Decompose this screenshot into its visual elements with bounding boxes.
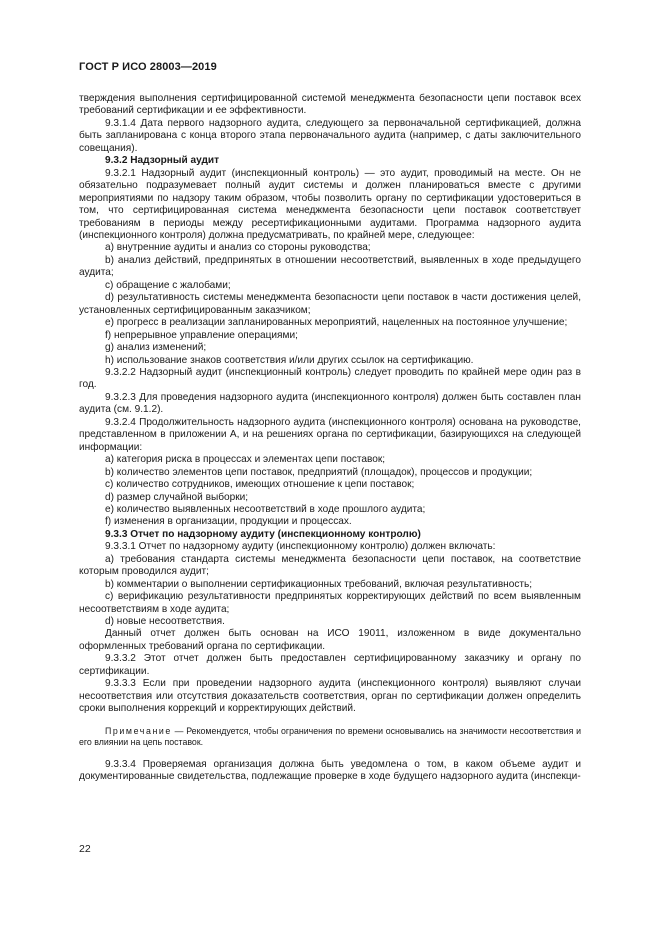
list-item: a) требования стандарта системы менеджмента безопасности цепи поставок, на соответствие которым проводился аудит; [79, 553, 581, 578]
list-item: b) количество элементов цепи поставок, предприятий (площадок), процессов и продукции; [105, 466, 533, 478]
list-item: d) результативность системы менеджмента безопасности цепи поставок в части достижения целей, установленных сертифицированным заказчиком; [79, 292, 581, 316]
document-header: ГОСТ Р ИСО 28003—2019 [79, 61, 217, 73]
section-heading-9-3-3: 9.3.3 Отчет по надзорному аудиту (инспекционному контролю) [105, 528, 421, 540]
paragraph-9-3-2-1: 9.3.2.1 Надзорный аудит (инспекционный контроль) — это аудит, проводимый на месте. Он не обязательно подразумевает полный аудит системы и должен планироваться вместе с другими мероприятиями по надзору таким образом, чтобы позволить органу по сертификации удостовериться в том, что сертифицированная система менеджмента безопасности цепи поставок соответствует требованиям в периоды между ресертификационными аудитами. Программа надзорного аудита (инспекционного контроля) должна предусматривать, по крайней мере, следующее: [79, 167, 581, 241]
list-item: c) обращение с жалобами; [105, 279, 231, 291]
paragraph-9-3-3-1: 9.3.3.1 Отчет по надзорному аудиту (инспекционному контролю) должен включать: [105, 541, 496, 553]
paragraph-9-3-3-2: 9.3.3.2 Этот отчет должен быть предоставлен сертифицированному заказчику и органу по сертификации. [79, 653, 581, 677]
list-item: g) анализ изменений; [105, 342, 207, 354]
list-item: b) комментарии о выполнении сертификационных требований, включая результативность; [105, 578, 533, 590]
paragraph-9-3-3-3: 9.3.3.3 Если при проведении надзорного аудита (инспекционного контроля) выявляют случаи несоответствия или отсутствия доказательств соответствия, орган по сертификации должен определить сроки выполнения коррекций и корректирующих действий. [79, 678, 581, 715]
list-item: e) количество выявленных несоответствий в ходе прошлого аудита; [105, 503, 426, 515]
list-item: d) новые несоответствия. [105, 616, 225, 628]
section-heading-9-3-2: 9.3.2 Надзорный аудит [105, 155, 220, 167]
paragraph-continuation: тверждения выполнения сертифицированной системой менеджмента безопасности цепи поставок всех требований сертификации и ее эффективности. [79, 93, 581, 117]
list-item: d) размер случайной выборки; [105, 491, 249, 503]
list-item: e) прогресс в реализации запланированных мероприятий, нацеленных на постоянное улучшение; [105, 317, 568, 329]
list-item: b) анализ действий, предпринятых в отношении несоответствий, выявленных в ходе предыдущего аудита; [79, 254, 581, 279]
note-text: — Рекомендуется, чтобы ограничения по времени основывались на значимости несоответствия и его влиянии на цепь поставок. [79, 725, 581, 748]
paragraph-9-3-2-3: 9.3.2.3 Для проведения надзорного аудита (инспекционного контроля) должен быть составлен план аудита (см. 9.1.2). [79, 391, 581, 416]
note-label: Примечание [105, 725, 172, 736]
page-number: 22 [79, 843, 91, 855]
paragraph-9-3-2-4: 9.3.2.4 Продолжительность надзорного аудита (инспекционного контроля) основана на руководстве, представленном в приложении А, и на решениях органа по сертификации, базирующихся на следующей информации: [79, 416, 581, 453]
list-item: c) количество сотрудников, имеющих отношение к цепи поставок; [105, 479, 415, 491]
list-item: a) внутренние аудиты и анализ со стороны руководства; [105, 242, 371, 254]
list-item: f) изменения в организации, продукции и процессах. [105, 516, 352, 528]
paragraph-9-3-3-4: 9.3.3.4 Проверяемая организация должна быть уведомлена о том, в каком объеме аудит и документированные свидетельства, подлежащие проверке в ходе будущего надзорного аудита (инспекци- [79, 758, 581, 783]
list-item: f) непрерывное управление операциями; [105, 329, 298, 341]
list-item: a) категория риска в процессах и элементах цепи поставок; [105, 454, 386, 466]
paragraph-9-3-2-2: 9.3.2.2 Надзорный аудит (инспекционный контроль) следует проводить по крайней мере один раз в год. [79, 366, 581, 391]
list-item: c) верификацию результативности предпринятых корректирующих действий по всем выявленным несоответствиям в ходе аудита; [79, 591, 581, 615]
paragraph-9-3-1-4: 9.3.1.4 Дата первого надзорного аудита, следующего за первоначальной сертификацией, должна быть запланирована с конца второго этапа первоначального аудита (например, с даты заключительного совещания). [79, 117, 581, 154]
note [79, 726, 581, 749]
document-body [79, 93, 581, 784]
list-item: h) использование знаков соответствия и/или других ссылок на сертификацию. [105, 354, 474, 366]
paragraph-report-basis: Данный отчет должен быть основан на ИСО 19011, изложенном в виде документально оформленных требований органа по сертификации. [79, 628, 581, 652]
